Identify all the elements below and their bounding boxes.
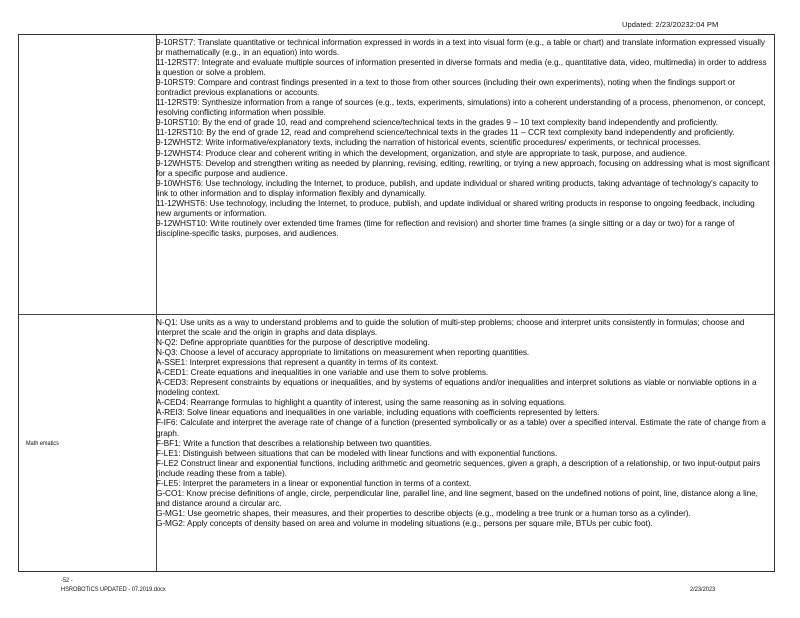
standard-entry: F-LE2 Construct linear and exponential functions, including arithmetic and geometric sequences, given a graph, a description of a relationship, or two input-output pairs (include reading these from a table).	[156, 457, 761, 478]
updated-timestamp: Updated: 2/23/20232:04 PM	[622, 20, 719, 29]
standard-entry: A-CED3: Represent constraints by equations or inequalities, and by systems of equations and/or inequalities and interpret solutions as viable or nonviable options in a modeling context.	[156, 377, 757, 398]
standard-entry: A-CED4: Rearrange formulas to highlight a quantity of interest, using the same reasoning as in solving equations.	[156, 397, 567, 408]
standard-entry: G-CO1: Know precise definitions of angle, circle, perpendicular line, parallel line, and line segment, based on the undefined notions of point, line, distance along a line, and distance around a circular arc.	[156, 487, 758, 508]
standard-entry: F-LE1: Distinguish between situations that can be modeled with linear functions and with exponential functions.	[156, 447, 558, 458]
standard-entry: 9-12WHST2: Write informative/explanatory texts, including the narration of historical events, scientific procedures/ experiments, or technical processes.	[156, 137, 701, 148]
standard-entry: N-Q2: Define appropriate quantities for the purpose of descriptive modeling.	[156, 337, 430, 348]
standard-entry: N-Q3: Choose a level of accuracy appropriate to limitations on measurement when reporting quantities.	[156, 347, 530, 358]
standard-entry: 9-10RST7: Translate quantitative or technical information expressed in words in a text into visual form (e.g., a table or chart) and translate information expressed visually or mathematically (e.g., in an equation) into words.	[156, 37, 765, 58]
standard-entry: 9-12WHST5: Develop and strengthen writing as needed by planning, revising, editing, rewriting, or trying a new approach, focusing on addressing what is most significant for a specific purpose and audience.	[156, 157, 770, 178]
standard-entry: A-REI3: Solve linear equations and inequalities in one variable, including equations with coefficients represented by letters.	[156, 407, 600, 418]
footer-date: 2/23/2023	[690, 586, 716, 593]
row-divider	[19, 314, 774, 315]
subject-label-mathematics: Math ematics	[26, 440, 59, 447]
standard-entry: 9-12WHST4: Produce clear and coherent writing in which the development, organization, and style are appropriate to task, purpose, and audience.	[156, 147, 688, 158]
standard-entry: N-Q1: Use units as a way to understand problems and to guide the solution of multi-step problems; choose and interpret units consistently in formulas; choose and interpret the scale and the origin in graphs and data displays.	[156, 317, 745, 338]
standard-entry: F-IF6: Calculate and interpret the average rate of change of a function (presented symbolically or as a table) over a specified interval. Estimate the rate of change from a graph.	[156, 417, 766, 438]
standard-entry: 11-12WHST6: Use technology, including the Internet, to produce, publish, and update individual or shared writing products in response to ongoing feedback, including new arguments or information.	[156, 197, 755, 218]
math-standards-cell	[156, 317, 774, 528]
standard-entry: G-MG2: Apply concepts of density based on area and volume in modeling situations (e.g., persons per square mile, BTUs per cubic foot).	[156, 517, 653, 528]
footer-filename: HSROBOTICS UPDATED - 07.2019.docx	[61, 586, 166, 593]
standard-entry: 9-10RST10: By the end of grade 10, read and comprehend science/technical texts in the grades 9 – 10 text complexity band independently and proficiently.	[156, 117, 718, 128]
standard-entry: A-SSE1: Interpret expressions that represent a quantity in terms of its context.	[156, 357, 439, 368]
standard-entry: 11-12RST10: By the end of grade 12, read and comprehend science/technical texts in the grades 11 – CCR text complexity band independently and proficiently.	[156, 127, 735, 138]
standard-entry: 11-12RST9: Synthesize information from a range of sources (e.g., texts, experiments, simulations) into a coherent understanding of a process, phenomenon, or concept, resolving conflicting information when possible.	[156, 97, 766, 118]
standards-table	[18, 34, 775, 572]
standard-entry: 9-10WHST6: Use technology, including the Internet, to produce, publish, and update individual or shared writing products, taking advantage of technology's capacity to link to other information and to display information flexibly and dynamically.	[156, 177, 759, 198]
ela-standards-cell	[156, 37, 774, 238]
standard-entry: F-BF1: Write a function that describes a relationship between two quantities.	[156, 437, 432, 448]
standard-entry: 9-10RST9: Compare and contrast findings presented in a text to those from other sources (including their own experiments), noting when the findings support or contradict previous explanations or accounts.	[156, 77, 736, 98]
standard-entry: G-MG1: Use geometric shapes, their measures, and their properties to describe objects (e.g., modeling a tree trunk or a human torso as a cylinder).	[156, 507, 691, 518]
standard-entry: 11-12RST7: Integrate and evaluate multiple sources of information presented in diverse formats and media (e.g., quantitative data, video, multimedia) in order to address a question or solve a problem.	[156, 57, 767, 78]
standard-entry: 9-12WHST10: Write routinely over extended time frames (time for reflection and revision) and shorter time frames (a single sitting or a day or two) for a range of discipline-specific tasks, purposes, and audiences.	[156, 217, 735, 238]
page-number: -52 -	[61, 577, 73, 584]
standard-entry: F-LE5: Interpret the parameters in a linear or exponential function in terms of a context.	[156, 477, 472, 488]
standard-entry: A-CED1: Create equations and inequalities in one variable and use them to solve problems.	[156, 367, 489, 378]
